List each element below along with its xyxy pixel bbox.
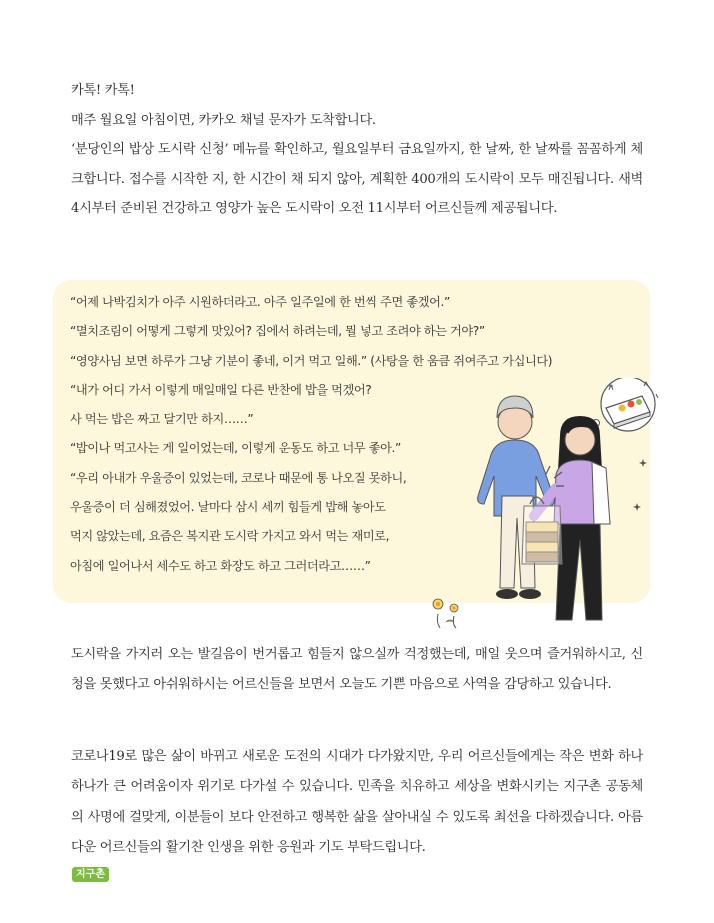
quote-line: “어제 나박김치가 아주 시원하더라고. 아주 일주일에 한 번씩 주면 좋겠어.” [70, 295, 450, 309]
body-text: 코로나19로 많은 삶이 바뀌고 새로운 도전의 시대가 다가왔지만, 우리 어르신들에게는 작은 변화 하나하나가 큰 어려움이자 위기로 다가설 수 있습니다. 민족을 치유하고 세상을 변화시키는 지구촌 공동체의 사명에 걸맞게, 이분들이 보다 안전하고 행복한 삶을 살아내실 수 있도록 최선을 다하겠습니다. 아름다운 어르신들의 활기찬 인생을 위한 응원과 기도 부탁드립니다. [71, 749, 643, 855]
quote-line: 먹지 않았는데, 요즘은 복지관 도시락 가지고 와서 먹는 재미로, [70, 529, 390, 544]
body-text: 도시락을 가지러 오는 발길음이 번거롭고 힘들지 않으실까 걱정했는데, 매일 웃으며 즐거워하시고, 신청을 못했다고 아쉬워하시는 어르신들을 보면서 오늘도 기쁜 마음으로 사역을 감당하고 있습니다. [71, 647, 643, 693]
quote-line: “영양사님 보면 하루가 그냥 기분이 좋네, 이거 먹고 일해.” (사탕을 한 움큼 쥐여주고 가십니다) [70, 353, 553, 368]
source-badge: 지구촌 [72, 867, 109, 882]
quote-line: “내가 어디 가서 이렇게 매일매일 다른 반찬에 밥을 먹겠어? [70, 382, 372, 397]
quote-line: “우리 아내가 우울증이 있었는데, 코로나 때문에 통 나오질 못하니, [70, 470, 407, 485]
flower-icon [433, 599, 458, 628]
quote-line: 아침에 일어나서 세수도 하고 화장도 하고 그러더라고……” [70, 558, 371, 573]
lunchbox-delivery-illustration [428, 378, 660, 630]
sparkle-icon [633, 459, 647, 511]
intro-line-2: 매주 월요일 아침이면, 카카오 채널 문자가 도착합니다. [71, 112, 376, 128]
quote-line: “멸치조림이 어떻게 그렇게 맛있어? 집에서 하려는데, 뭘 넣고 조려야 하는 거야?” [70, 324, 485, 339]
intro-line-1: 카톡! 카톡! [71, 83, 135, 98]
body-paragraph-1 [71, 640, 643, 701]
intro-section [71, 76, 643, 224]
intro-paragraph: ‘분당인의 밥상 도시락 신청’ 메뉴를 확인하고, 월요일부터 금요일까지, 한 날짜, 한 날짜를 꼼꼼하게 체크합니다. 접수를 시작한 지, 한 시간이 채 되지 않아, 계획한 400개의 도시락이 모두 매진됩니다. 새벽 4시부터 준비된 건강하고 영양가 높은 도시락이 오전 11시부터 어르신들께 제공됩니다. [71, 142, 643, 216]
quote-line: 우울증이 더 심해졌었어. 날마다 삼시 세끼 힘들게 밥해 놓아도 [70, 500, 386, 515]
quote-line: “밥이나 먹고사는 게 일이었는데, 이렇게 운동도 하고 너무 좋아.” [70, 441, 401, 456]
quote-line: 사 먹는 밥은 짜고 달기만 하지……” [70, 412, 254, 427]
body-paragraph-2 [71, 742, 643, 863]
